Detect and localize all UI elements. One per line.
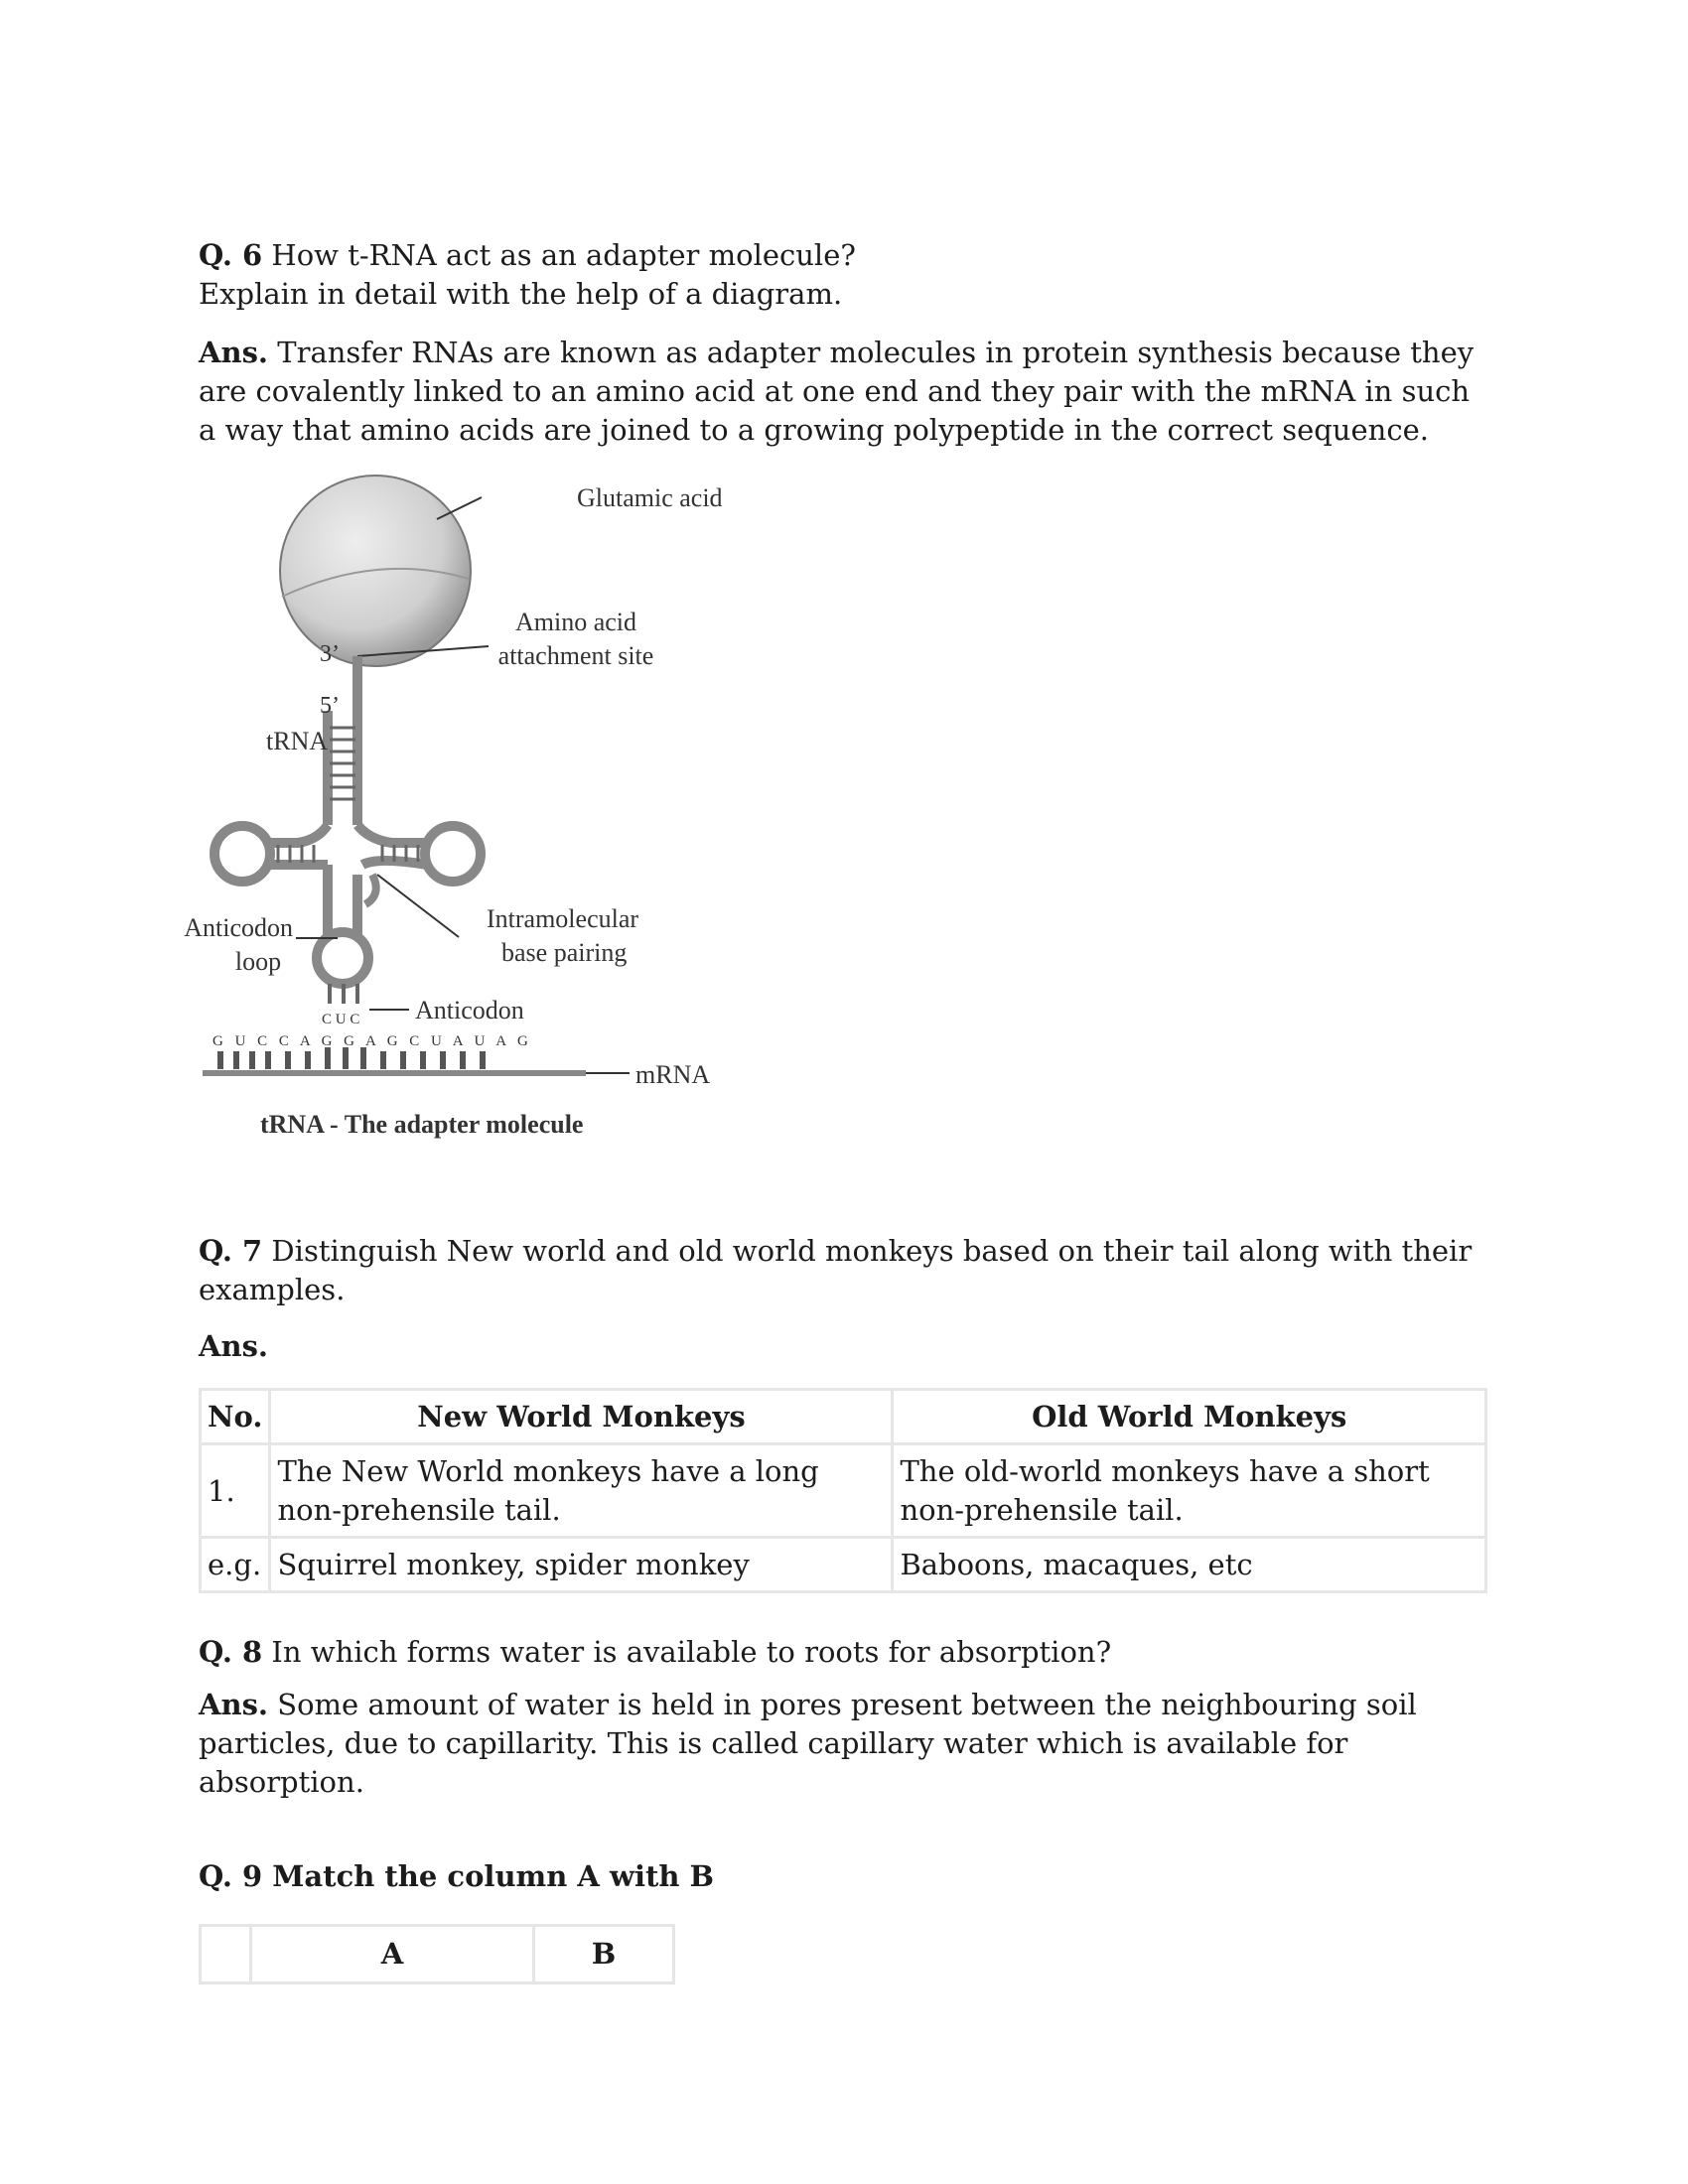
table-cell: Baboons, macaques, etc: [893, 1538, 1486, 1592]
table-cell: e.g.: [201, 1538, 270, 1592]
label-anticodon: Anticodon: [415, 996, 524, 1024]
q7-answer: [199, 1327, 1489, 1366]
q7-text: Distinguish New world and old world monkeys based on their tail along with their examples.: [199, 1234, 1473, 1306]
table-cell: The old-world monkeys have a short non-prehensile tail.: [893, 1444, 1486, 1538]
match-header-b: B: [534, 1926, 674, 1983]
q6-ans-label: Ans.: [199, 336, 269, 369]
trna-diagram: [184, 468, 755, 1202]
q6-line2: Explain in detail with the help of a diagram.: [199, 277, 843, 311]
label-intramolecular-1: Intramolecular: [487, 904, 639, 933]
q9-question: Q. 9 Match the column A with B: [199, 1859, 715, 1893]
q6-answer: [199, 334, 1489, 450]
q8-ans-text: Some amount of water is held in pores present between the neighbouring soil particles, due to capillarity. This is called capillary water which is available for absorption.: [199, 1688, 1417, 1799]
label-3-prime: 3’: [320, 641, 340, 667]
table-row: [201, 1444, 1486, 1538]
header-old-world: Old World Monkeys: [893, 1390, 1486, 1444]
q7-question: [199, 1232, 1489, 1309]
label-glutamic-acid: Glutamic acid: [577, 483, 723, 512]
label-mrna: mRNA: [635, 1060, 711, 1089]
match-table: [199, 1924, 675, 1984]
table-cell: Squirrel monkey, spider monkey: [270, 1538, 893, 1592]
monkeys-table: [199, 1388, 1487, 1593]
q8-text: In which forms water is available to roots for absorption?: [271, 1635, 1112, 1669]
table-cell: 1.: [201, 1444, 270, 1538]
q6-ans-text: Transfer RNAs are known as adapter molecules in protein synthesis because they are covalently linked to an amino acid at one end and they pair with the mRNA in such a way that amino acids are joined to a growing polypeptide in the correct sequence.: [199, 336, 1475, 447]
diagram-caption: tRNA - The adapter molecule: [260, 1110, 584, 1139]
label-trna: tRNA: [266, 727, 329, 755]
q8-question: [199, 1633, 1489, 1672]
header-no: No.: [201, 1390, 270, 1444]
q6-line1: How t-RNA act as an adapter molecule?: [271, 238, 856, 272]
label-attach-1: Amino acid: [514, 608, 637, 636]
table-cell: The New World monkeys have a long non-prehensile tail.: [270, 1444, 893, 1538]
table-row: [201, 1538, 1486, 1592]
q6-label: Q. 6: [199, 238, 263, 272]
match-header-row: [201, 1926, 674, 1983]
label-attach-2: attachment site: [497, 641, 654, 670]
mrna-bases: G U C C A G G A G C U A U A G: [212, 1033, 532, 1049]
label-anticodon-loop-2: loop: [234, 947, 282, 976]
anticodon-bases: C U C: [322, 1012, 360, 1027]
q7-ans-label: Ans.: [199, 1329, 269, 1363]
label-intramolecular-2: base pairing: [501, 938, 628, 967]
q7-label: Q. 7: [199, 1234, 263, 1268]
q8-ans-label: Ans.: [199, 1688, 269, 1721]
match-header-blank: [201, 1926, 251, 1983]
q8-answer: [199, 1686, 1489, 1802]
match-header-a: A: [251, 1926, 534, 1983]
table-header-row: [201, 1390, 1486, 1444]
q8-label: Q. 8: [199, 1635, 263, 1669]
trna-diagram-svg: [184, 468, 755, 1202]
label-anticodon-loop-1: Anticodon: [184, 913, 293, 942]
label-5-prime: 5’: [320, 693, 340, 719]
header-new-world: New World Monkeys: [270, 1390, 893, 1444]
document-page: [184, 236, 1489, 1984]
q6-question: [199, 236, 1489, 314]
